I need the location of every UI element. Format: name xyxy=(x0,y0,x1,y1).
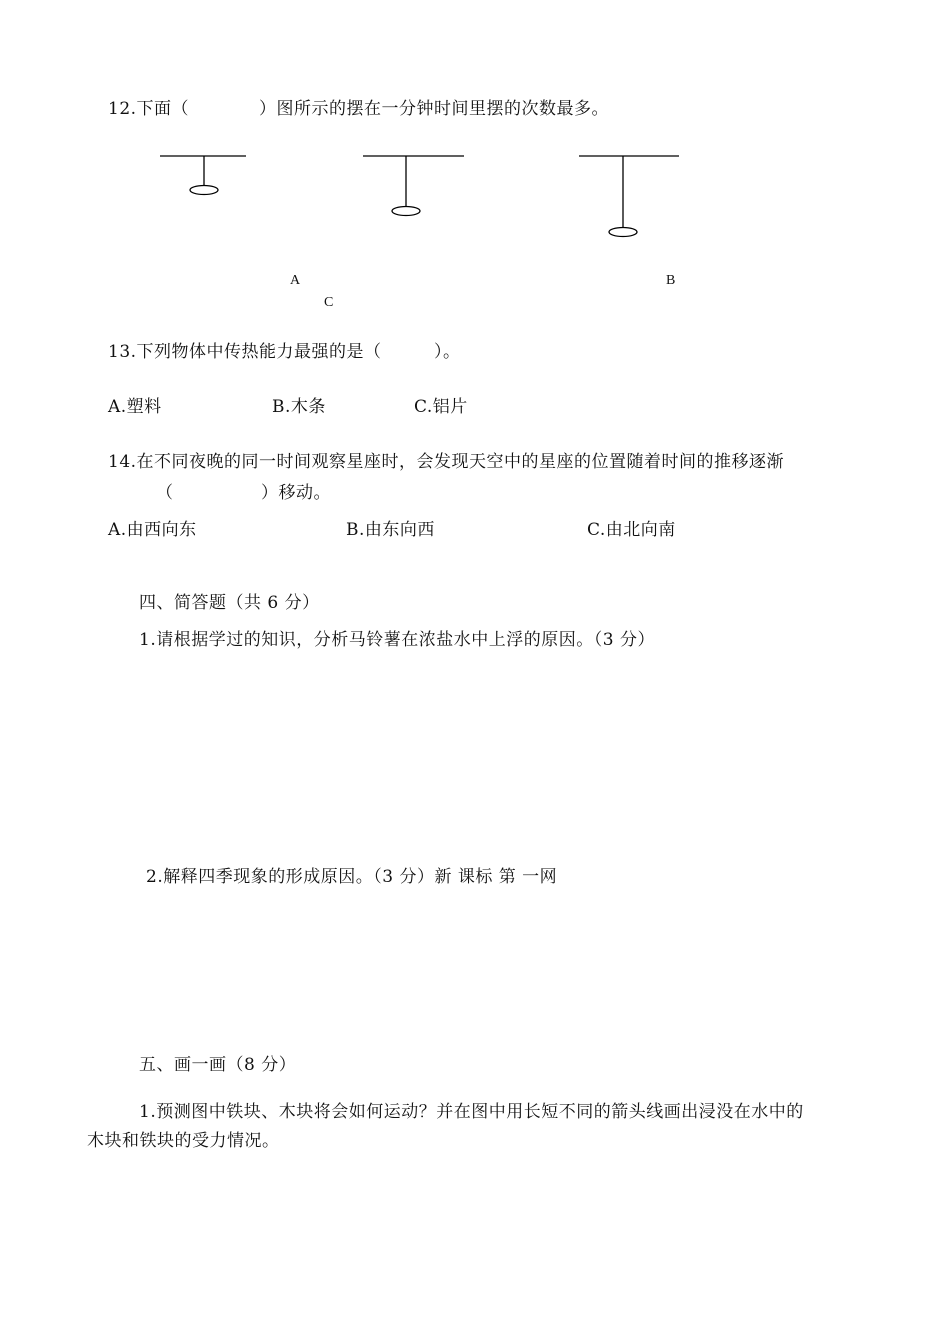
section4-heading: 四、简答题（共 6 分） xyxy=(139,593,320,613)
pendulum-figures xyxy=(0,0,950,260)
q14-option-b: B.由东向西 xyxy=(346,520,435,540)
section4-question-1: 1.请根据学过的知识，分析马铃薯在浓盐水中上浮的原因。（3 分） xyxy=(139,630,655,650)
pendulum-b xyxy=(363,156,464,216)
section5-question-1-line2: 木块和铁块的受力情况。 xyxy=(87,1131,280,1151)
pendulum-c xyxy=(579,156,679,237)
pendulum-label-a: A xyxy=(290,273,301,288)
q14-option-a: A.由西向东 xyxy=(108,520,197,540)
section5-heading: 五、画一画（8 分） xyxy=(139,1055,297,1075)
q13-option-b: B.木条 xyxy=(272,397,326,417)
q14-text-line2: （ ）移动。 xyxy=(156,483,331,503)
pendulum-a xyxy=(160,156,246,195)
q13-option-c: C.铝片 xyxy=(414,397,468,417)
section4-question-2: 2.解释四季现象的形成原因。（3 分）新 课标 第 一网 xyxy=(146,867,558,887)
pendulum-label-b: B xyxy=(666,273,676,288)
q13-option-a: A.塑料 xyxy=(108,397,162,417)
q14-text-line1: 14.在不同夜晚的同一时间观察星座时，会发现天空中的星座的位置随着时间的推移逐渐 xyxy=(108,452,785,472)
pendulum-label-c: C xyxy=(324,295,334,310)
q12-text: 12.下面（ ）图所示的摆在一分钟时间里摆的次数最多。 xyxy=(108,99,610,119)
q14-option-c: C.由北向南 xyxy=(587,520,676,540)
q13-text: 13.下列物体中传热能力最强的是（ ）。 xyxy=(108,342,461,362)
section5-question-1-line1: 1.预测图中铁块、木块将会如何运动？并在图中用长短不同的箭头线画出浸没在水中的 xyxy=(139,1102,804,1122)
